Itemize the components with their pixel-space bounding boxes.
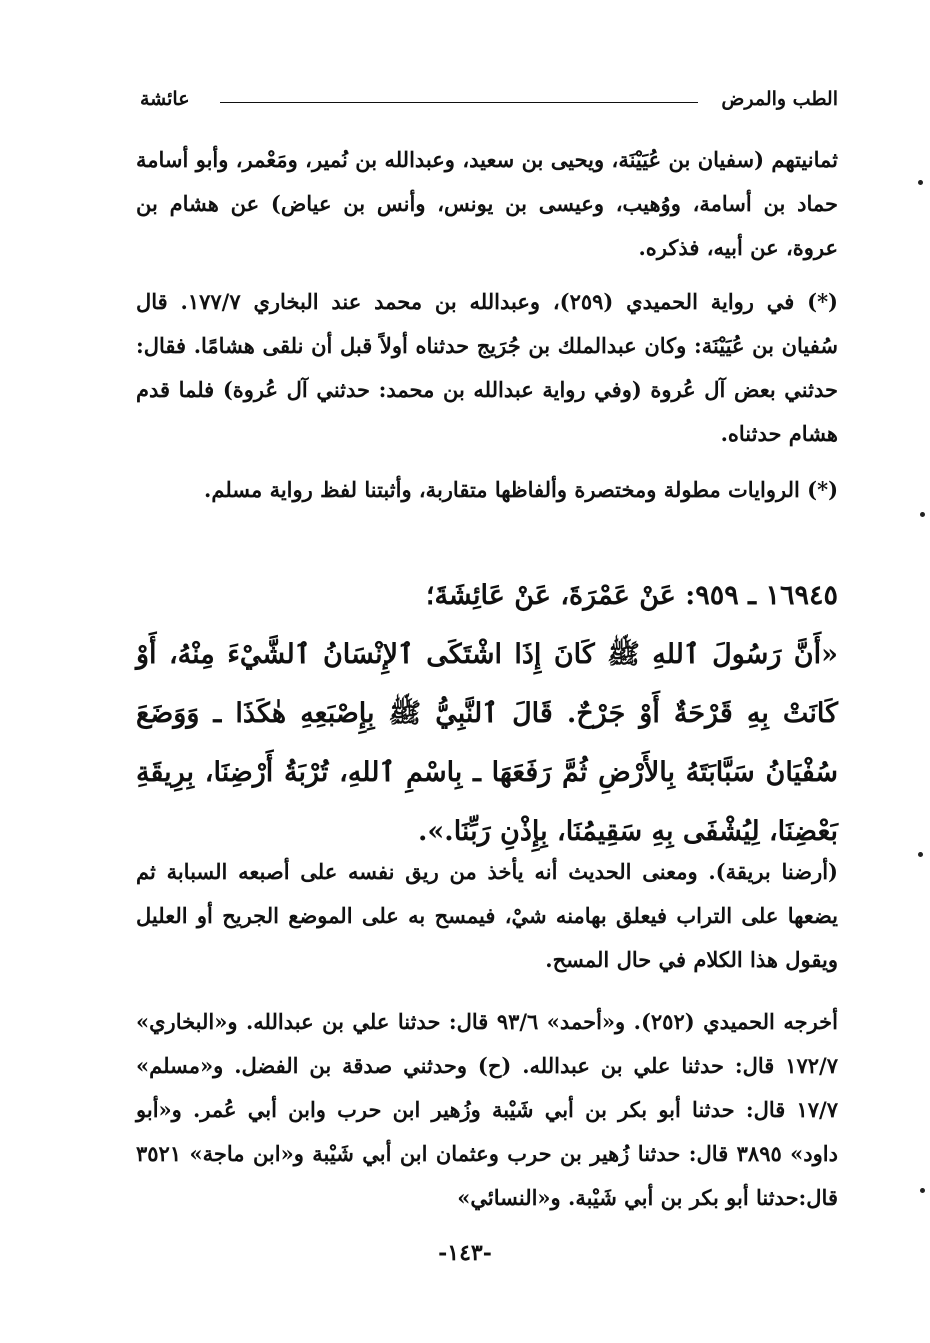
chapter-title: عائشة [140, 88, 190, 110]
hadith-text: «أَنَّ رَسُولَ ٱللهِ ﷺ كَانَ إِذَا اشْتَكَى ٱلإِنْسَانُ ٱلشَّيْءَ مِنْهُ، أَوْ كَانَتْ بِهِ قَرْحَةٌ أَوْ جَرْحٌ. قَالَ ٱلنَّبِيُّ ﷺ بِإِصْبَعِهِ هٰكَذَا ـ وَوَضَعَ سُفْيَانُ سَبَّابَتَهُ بِالأَرْضِ ثُمَّ رَفَعَهَا ـ بِاسْمِ ٱللهِ، تُرْبَةُ أَرْضِنَا، بِرِيقَةِ بَعْضِنَا، لِيُشْفَى بِهِ سَقِيمُنَا، بِإِذْنِ رَبِّنَا.». [136, 639, 838, 847]
scan-speck [920, 1188, 925, 1193]
footnote-humaydi-text: (*) في رواية الحميدي (٢٥٩)، وعبدالله بن محمد عند البخاري ١٧٧/٧. قال سُفيان بن عُيَيْنَة: وكان عبدالملك بن جُرَيج حدثناه أولاً قبل أن نلقى هشامًا. فقال: حدثني بعض آل عُروة (وفي رواية عبدالله بن محمد: حدثني آل عُروة) فلما قدم هشام حدثناه. [136, 289, 838, 446]
running-header [140, 88, 838, 118]
hadith-heading: ١٦٩٤٥ ـ ٩٥٩: عَنْ عَمْرَةَ، عَنْ عَائِشَةَ؛ [425, 580, 838, 611]
footnote-riwayat [136, 468, 838, 512]
footnote-humaydi [136, 280, 838, 456]
explanation-text: (أرضنا بريقة). ومعنى الحديث أنه يأخذ من ريق نفسه على أصبعه السبابة ثم يضعها على التراب فيعلق بهامنه شيْ، فيمسح به على الموضع الجريح أو العليل ويقول هذا الكلام في حال المسح. [136, 859, 838, 972]
narrators-text: ثمانيتهم (سفيان بن عُيَيْنَة، ويحيى بن سعيد، وعبدالله بن نُمير، ومَعْمر، وأبو أسامة حماد بن أسامة، ووُهيب، وعيسى بن يونس، وأنس بن عياض) عن هشام بن عروة، عن أبيه، فذكره. [136, 147, 838, 260]
explanation-paragraph [136, 850, 838, 982]
hadith-block [136, 566, 838, 861]
page-number: -١٤٣- [438, 1240, 492, 1266]
scan-speck [920, 512, 925, 517]
header-rule [220, 102, 698, 103]
scan-speck [918, 852, 923, 857]
narrators-paragraph [136, 138, 838, 270]
takhrij-text: أخرجه الحميدي (٢٥٢). و«أحمد» ٩٣/٦ قال: حدثنا علي بن عبدالله. و«البخاري» ١٧٢/٧ قال: حدثنا علي بن عبدالله. (ح) وحدثني صدقة بن الفضل. و«مسلم» ١٧/٧ قال: حدثنا أبو بكر بن أبي شَيْبة وزُهير ابن حرب وابن أبي عُمر. و«أبو داود» ٣٨٩٥ قال: حدثنا زُهير بن حرب وعثمان ابن أبي شَيْبة و«ابن ماجة» ٣٥٢١ قال:حدثنا أبو بكر بن أبي شَيْبة. و«النسائي» [136, 1009, 838, 1210]
scan-speck [918, 180, 923, 185]
takhrij-paragraph [136, 1000, 838, 1220]
book-title: الطب والمرض [721, 88, 838, 110]
footnote-riwayat-text: (*) الروايات مطولة ومختصرة وألفاظها متقاربة، وأثبتنا لفظ رواية مسلم. [204, 477, 838, 502]
